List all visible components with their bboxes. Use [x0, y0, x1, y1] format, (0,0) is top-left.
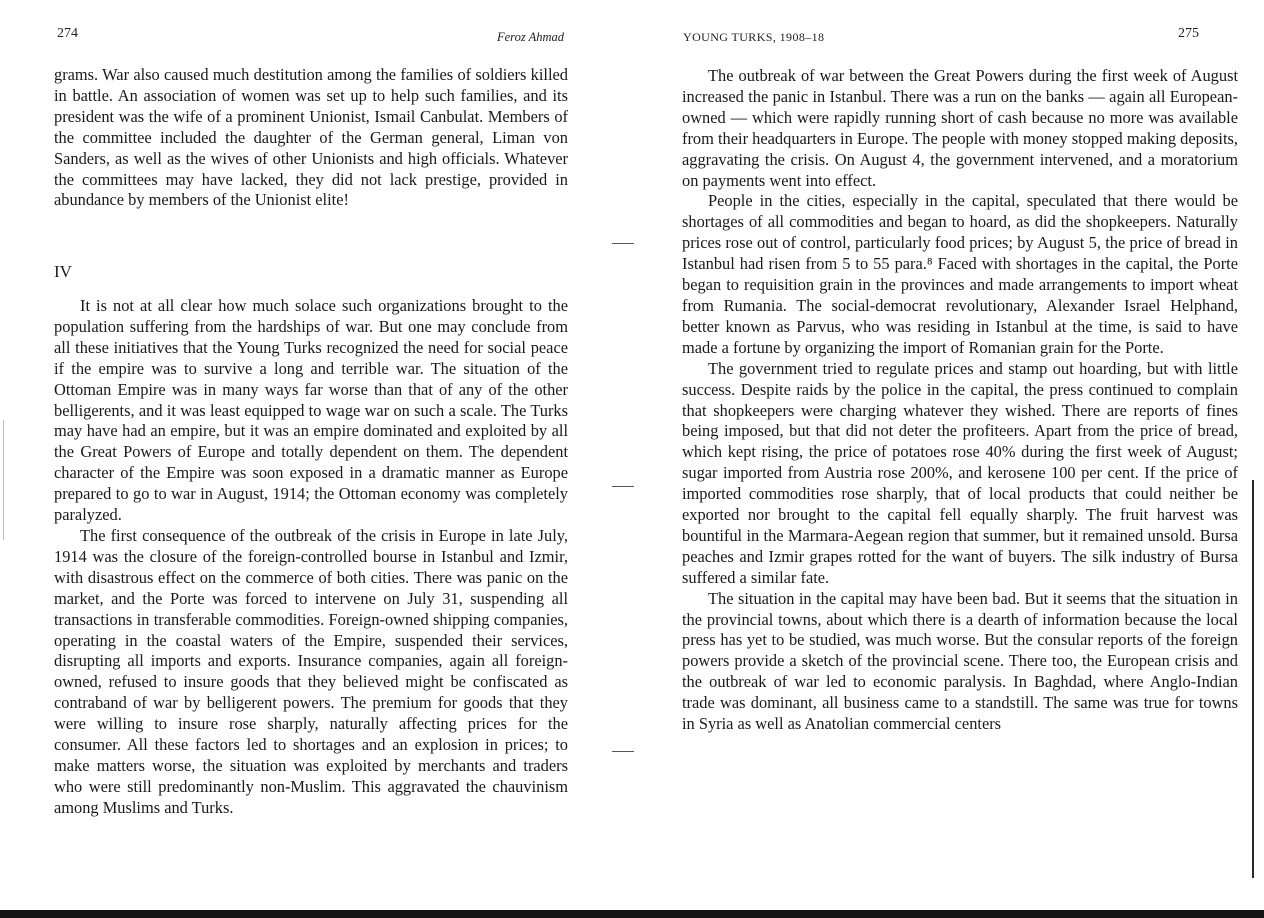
paragraph: grams. War also caused much destitution among the families of soldiers killed in battle. An association of women was set up to help such families, and its president was the wife of a prominent Unionist, Ismail Canbulat. Members of the committee included the daughter of the German general, Liman von Sanders, as well as the wives of other Unionists and high officials. Whatever the committees may have lacked, they did not lack prestige, provided in abundance by members of the Unionist elite! — [54, 65, 568, 210]
body-text-section — [54, 296, 568, 819]
body-text-top — [54, 65, 568, 211]
page-number: 275 — [1178, 26, 1199, 41]
paragraph: The first consequence of the outbreak of the crisis in Europe in late July, 1914 was the closure of the foreign-controlled bourse in Istanbul and Izmir, with disastrous effect on the commerce of both cities. There was panic on the market, and the Porte was forced to intervene on July 31, suspending all transactions in transferable commodities. Foreign-owned shipping companies, operating in the coastal waters of the Empire, suspended their services, disrupting all imports and exports. Insurance companies, again all foreign-owned, refused to insure goods that they believed might be confiscated as contraband of war by belligerent powers. The premium for goods that they were willing to insure rose sharply, naturally affecting prices for the consumer. All these factors led to shortages and an explosion in prices; to make matters worse, the situation was exploited by merchants and traders who were still predominantly non-Muslim. This aggravated the chauvinism among Muslims and Turks. — [54, 525, 568, 817]
scan-edge — [1252, 480, 1254, 878]
paragraph: It is not at all clear how much solace such organizations brought to the population suffering from the hardships of war. But one may conclude from all these initiatives that the Young Turks recognized the need for social peace if the empire was to survive a long and terrible war. The situation of the Ottoman Empire was in many ways far worse than that of any of the other belligerents, and it was least equipped to wage war on such a scale. The Turks may have had an empire, but it was an empire dominated and exploited by all the Great Powers of Europe and totally dependent on them. The dependent character of the Empire was soon exposed in a dramatic manner as Europe prepared to go to war in August, 1914; the Ottoman economy was completely paralyzed. — [54, 296, 568, 525]
running-head: YOUNG TURKS, 1908–18 — [683, 30, 825, 44]
left-page — [0, 0, 620, 918]
paragraph: The situation in the capital may have been bad. But it seems that the situation in the provincial towns, about which there is a dearth of information because the local press has yet to be studied, was much worse. But the consular reports of the foreign powers provide a sketch of the provincial scene. There too, the European crisis and the outbreak of war led to economic paralysis. In Baghdad, where Anglo-Indian trade was dominant, all business came to a standstill. The same was true for towns in Syria as well as Anatolian commercial centers — [682, 588, 1238, 734]
paragraph: People in the cities, especially in the capital, speculated that there would be shortages of all commodities and began to hoard, as did the shopkeepers. Naturally prices rose out of control, particularly food prices; by August 5, the price of bread in Istanbul had risen from 5 to 55 para.⁸ Faced with shortages in the capital, the Porte began to requisition grain in the provinces and made arrangements to import wheat from Rumania. The social-democrat revolutionary, Alexander Israel Helphand, better known as Parvus, who was residing in Istanbul at the time, is said to have made a fortune by organizing the import of Romanian grain for the Porte. — [682, 191, 1238, 357]
right-page — [640, 0, 1264, 918]
page-number: 274 — [57, 26, 78, 41]
gutter-mark — [612, 243, 634, 244]
section-heading: IV — [54, 262, 72, 281]
body-text — [682, 66, 1238, 735]
running-head: Feroz Ahmad — [497, 30, 565, 44]
gutter-mark — [612, 486, 634, 487]
scan-edge — [3, 420, 4, 540]
scan-edge — [0, 910, 1264, 918]
paragraph: The outbreak of war between the Great Powers during the first week of August increased the panic in Istanbul. There was a run on the banks — again all European-owned — which were rapidly running short of cash because no more was available from their headquarters in Europe. The people with money stopped making deposits, aggravating the crisis. On August 4, the government intervened, and a moratorium on payments went into effect. — [682, 66, 1238, 190]
gutter-mark — [612, 751, 634, 752]
paragraph: The government tried to regulate prices and stamp out hoarding, but with little success. Despite raids by the police in the capital, the press continued to complain that shopkeepers were charging whatever they wished. There are reports of fines being imposed, but that did not deter the profiteers. Apart from the price of bread, which kept rising, the price of potatoes rose 40% during the first week of August; sugar imported from Austria rose 200%, and kerosene 100 per cent. If the price of imported commodities rose sharply, that of local products that could neither be exported nor brought to the capital fell equally sharply. The fruit harvest was bountiful in the Marmara-Aegean region that summer, but it remained unsold. Bursa peaches and Izmir grapes rotted for the want of buyers. The silk industry of Bursa suffered a similar fate. — [682, 358, 1238, 587]
